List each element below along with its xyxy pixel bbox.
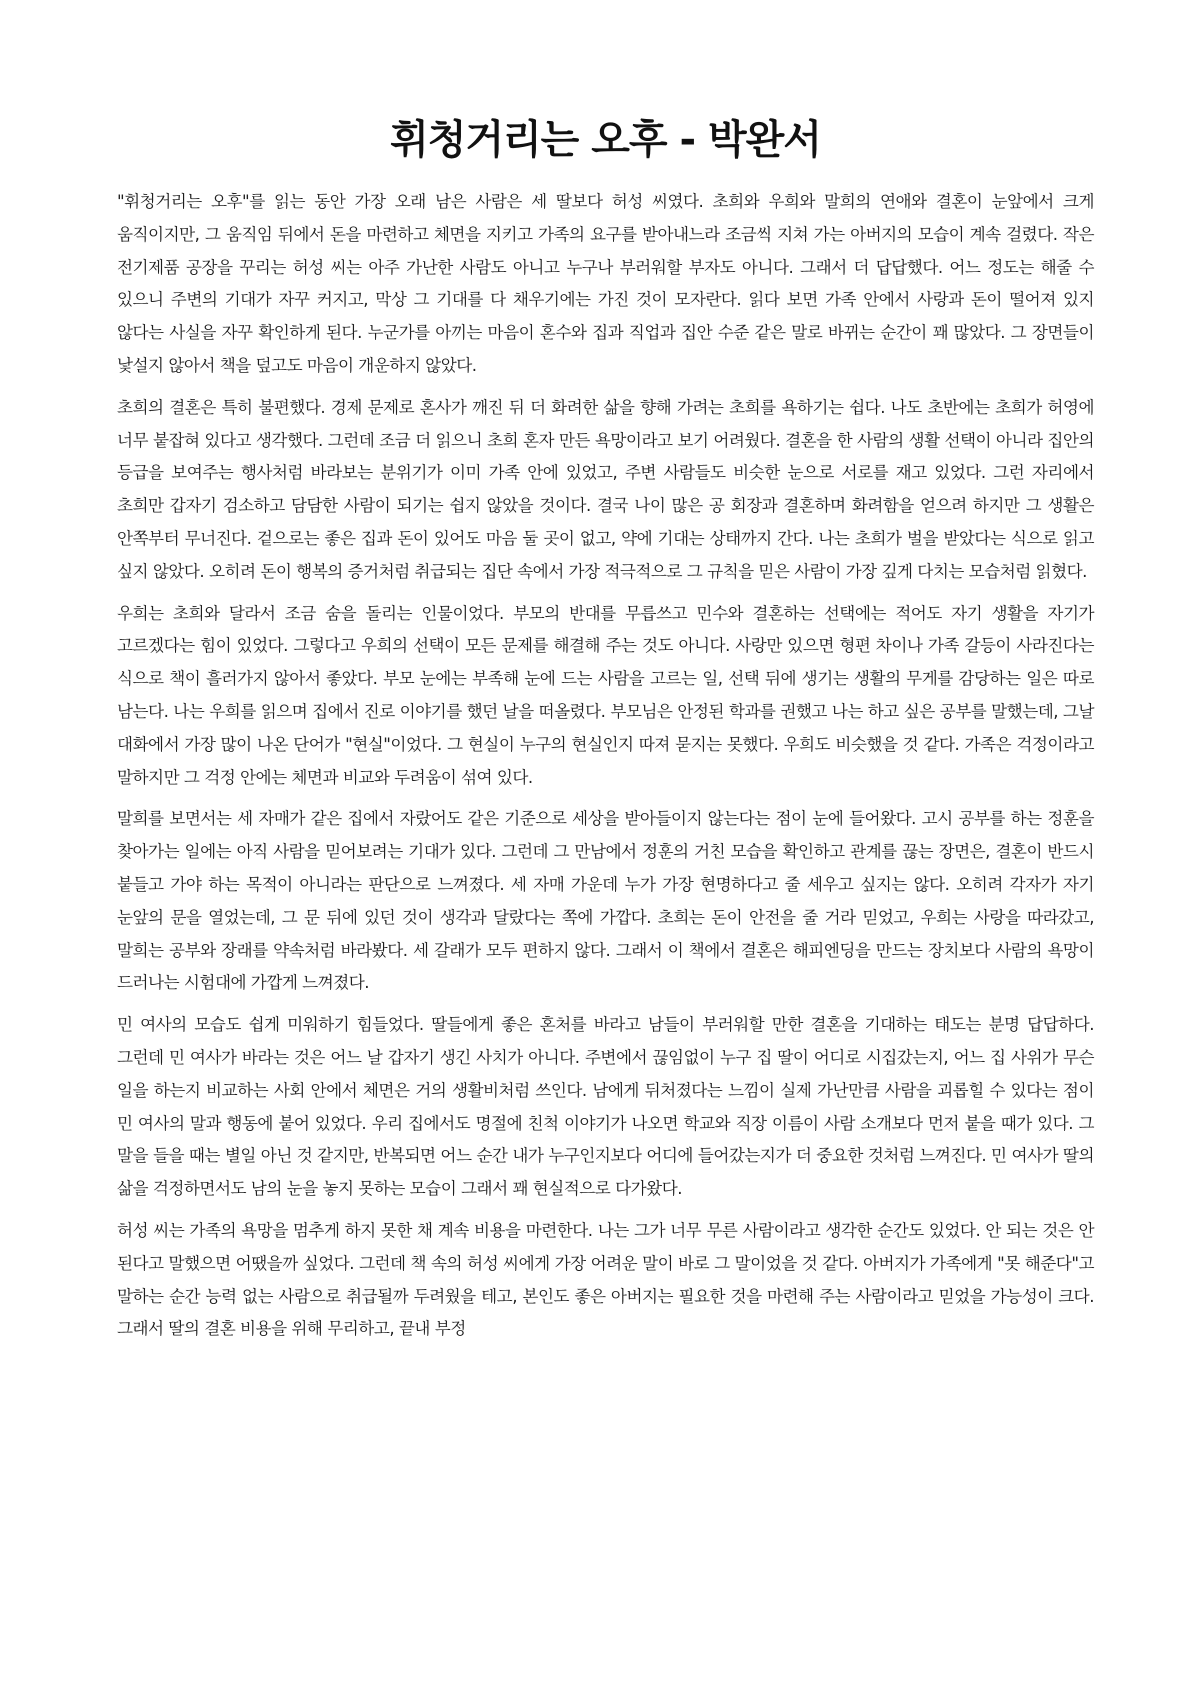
paragraph-3: 우희는 초희와 달라서 조금 숨을 돌리는 인물이었다. 부모의 반대를 무릅쓰고 민수와 결혼하는 선택에는 적어도 자기 생활을 자기가 고르겠다는 힘이 있었다. 그렇다고 우희의 선택이 모든 문제를 해결해 주는 것도 아니다. 사랑만 있으면 형편 차이나 가족 갈등이 사라진다는 식으로 책이 흘러가지 않아서 좋았다. 부모 눈에는 부족해 눈에 드는 사람을 고르는 일, 선택 뒤에 생기는 생활의 무게를 감당하는 일은 따로 남는다. 나는 우희를 읽으며 집에서 진로 이야기를 했던 날을 떠올렸다. 부모님은 안정된 학과를 권했고 나는 하고 싶은 공부를 말했는데, 그날 대화에서 가장 많이 나온 단어가 "현실"이었다. 그 현실이 누구의 현실인지 따져 묻지는 못했다. 우희도 비슷했을 것 같다. 가족은 걱정이라고 말하지만 그 걱정 안에는 체면과 비교와 두려움이 섞여 있다. xyxy=(117,603,1095,787)
document-title: 휘청거리는 오후 - 박완서 xyxy=(390,117,821,163)
paragraph-6: 허성 씨는 가족의 욕망을 멈추게 하지 못한 채 계속 비용을 마련한다. 나는 그가 너무 무른 사람이라고 생각한 순간도 있었다. 안 되는 것은 안 된다고 말했으면 어땠을까 싶었다. 그런데 책 속의 허성 씨에게 가장 어려운 말이 바로 그 말이었을 것 같다. 아버지가 가족에게 "못 해준다"고 말하는 순간 능력 없는 사람으로 취급될까 두려웠을 테고, 본인도 좋은 아버지는 필요한 것을 마련해 주는 사람이라고 믿었을 가능성이 크다. 그래서 딸의 결혼 비용을 위해 무리하고, 끝내 부정 xyxy=(117,1220,1094,1339)
paragraph-1: "휘청거리는 오후"를 읽는 동안 가장 오래 남은 사람은 세 딸보다 허성 씨였다. 초희와 우희와 말희의 연애와 결혼이 눈앞에서 크게 움직이지만, 그 움직임 뒤에서 돈을 마련하고 체면을 지키고 가족의 요구를 받아내느라 조금씩 지쳐 가는 아버지의 모습이 계속 걸렸다. 작은 전기제품 공장을 꾸리는 허성 씨는 아주 가난한 사람도 아니고 누구나 부러워할 부자도 아니다. 그래서 더 답답했다. 어느 정도는 해줄 수 있으니 주변의 기대가 자꾸 커지고, 막상 그 기대를 다 채우기에는 가진 것이 모자란다. 읽다 보면 가족 안에서 사랑과 돈이 떨어져 있지 않다는 사실을 자꾸 확인하게 된다. 누군가를 아끼는 마음이 혼수와 집과 직업과 집안 수준 같은 말로 바뀌는 순간이 꽤 많았다. 그 장면들이 낯설지 않아서 책을 덮고도 마음이 개운하지 않았다. xyxy=(117,192,1094,375)
paragraph-4: 말희를 보면서는 세 자매가 같은 집에서 자랐어도 같은 기준으로 세상을 받아들이지 않는다는 점이 눈에 들어왔다. 고시 공부를 하는 정훈을 찾아가는 일에는 아직 사람을 믿어보려는 기대가 있다. 그런데 그 만남에서 정훈의 거친 모습을 확인하고 관계를 끊는 장면은, 결혼이 반드시 붙들고 가야 하는 목적이 아니라는 판단으로 느껴졌다. 세 자매 가운데 누가 가장 현명하다고 줄 세우고 싶지는 않다. 오히려 각자가 자기 눈앞의 문을 열었는데, 그 문 뒤에 있던 것이 생각과 달랐다는 쪽에 가깝다. 초희는 돈이 안전을 줄 거라 믿었고, 우희는 사랑을 따라갔고, 말희는 공부와 장래를 약속처럼 바라봤다. 세 갈래가 모두 편하지 않다. 그래서 이 책에서 결혼은 해피엔딩을 만드는 장치보다 사람의 욕망이 드러나는 시험대에 가깝게 느껴졌다. xyxy=(117,809,1094,993)
document-page xyxy=(117,112,1094,1355)
paragraph-5: 민 여사의 모습도 쉽게 미워하기 힘들었다. 딸들에게 좋은 혼처를 바라고 남들이 부러워할 만한 결혼을 기대하는 태도는 분명 답답하다. 그런데 민 여사가 바라는 것은 어느 날 갑자기 생긴 사치가 아니다. 주변에서 끊임없이 누구 집 딸이 어디로 시집갔는지, 어느 집 사위가 무슨 일을 하는지 비교하는 사회 안에서 체면은 거의 생활비처럼 쓰인다. 남에게 뒤처졌다는 느낌이 실제 가난만큼 사람을 괴롭힐 수 있다는 점이 민 여사의 말과 행동에 붙어 있었다. 우리 집에서도 명절에 친척 이야기가 나오면 학교와 직장 이름이 사람 소개보다 먼저 붙을 때가 있다. 그 말을 들을 때는 별일 아닌 것 같지만, 반복되면 어느 순간 내가 누구인지보다 어디에 들어갔는지가 더 중요한 것처럼 느껴진다. 민 여사가 딸의 삶을 걱정하면서도 남의 눈을 놓지 못하는 모습이 그래서 꽤 현실적으로 다가왔다. xyxy=(117,1015,1094,1199)
paragraph-2: 초희의 결혼은 특히 불편했다. 경제 문제로 혼사가 깨진 뒤 더 화려한 삶을 향해 가려는 초희를 욕하기는 쉽다. 나도 초반에는 초희가 허영에 너무 붙잡혀 있다고 생각했다. 그런데 조금 더 읽으니 초희 혼자 만든 욕망이라고 보기 어려웠다. 결혼을 한 사람의 생활 선택이 아니라 집안의 등급을 보여주는 행사처럼 바라보는 분위기가 이미 가족 안에 있었고, 주변 사람들도 비슷한 눈으로 서로를 재고 있었다. 그런 자리에서 초희만 갑자기 검소하고 담담한 사람이 되기는 쉽지 않았을 것이다. 결국 나이 많은 공 회장과 결혼하며 화려함을 얻으려 하지만 그 생활은 안쪽부터 무너진다. 겉으로는 좋은 집과 돈이 있어도 마음 둘 곳이 없고, 약에 기대는 상태까지 간다. 나는 초희가 벌을 받았다는 식으로 읽고 싶지 않았다. 오히려 돈이 행복의 증거처럼 취급되는 집단 속에서 가장 적극적으로 그 규칙을 믿은 사람이 가장 깊게 다치는 모습처럼 읽혔다. xyxy=(117,397,1094,581)
